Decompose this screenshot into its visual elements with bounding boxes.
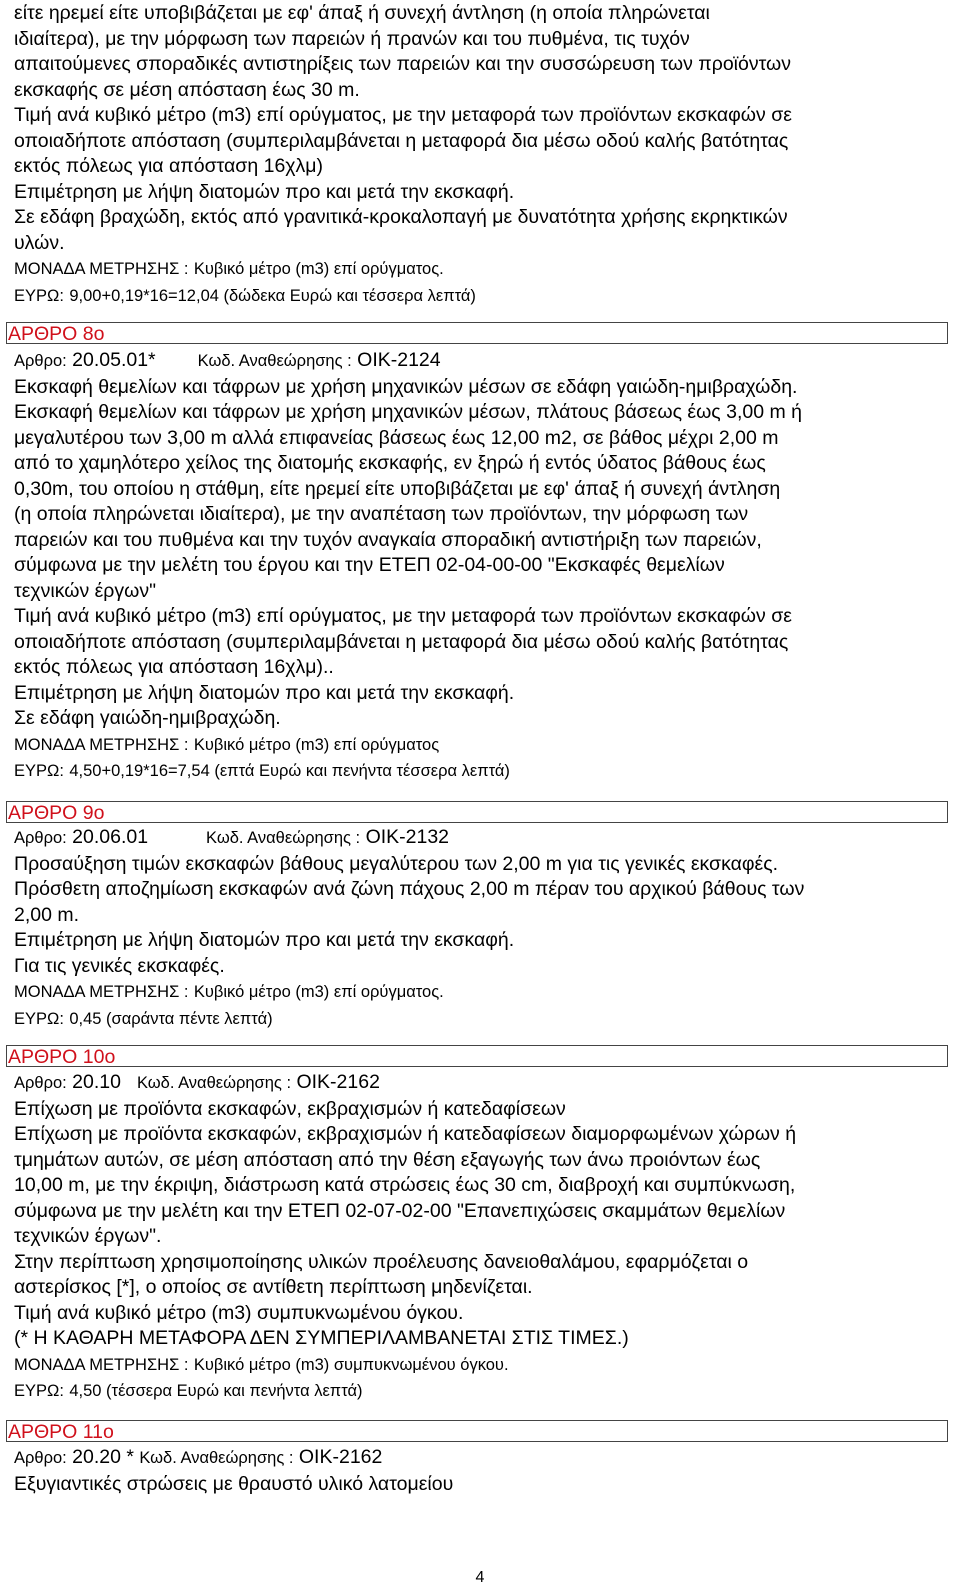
article-header-9: ΑΡΘΡΟ 9ο — [6, 801, 948, 823]
page-number: 4 — [475, 1569, 485, 1586]
text-line: Επιμέτρηση με λήψη διατομών προ και μετά την εκσκαφή. — [14, 929, 515, 951]
text-line: τμημάτων αυτών, σε μέση απόσταση από την θέση εξαγωγής των άνω προιόντων έως — [14, 1148, 761, 1171]
unit-line — [14, 1352, 944, 1379]
text-line: από το χαμηλότερο χείλος της διατομής εκσκαφής, εν ξηρώ ή εντός ύδατος βάθους έως — [14, 452, 766, 474]
intro-block — [14, 1, 944, 309]
article-header-10: ΑΡΘΡΟ 10ο — [6, 1045, 948, 1067]
article-code: 20.20 * — [72, 1446, 134, 1468]
text-line: Επιμέτρηση με λήψη διατομών προ και μετά την εκσκαφή. — [14, 180, 515, 203]
article-label: Αρθρο: — [14, 352, 67, 370]
text-line: Επιμέτρηση με λήψη διατομών προ και μετά την εκσκαφή. — [14, 681, 515, 704]
text-line: αστερίσκος [*], ο οποίος σε αντίθετη περίπτωση μηδενίζεται. — [14, 1276, 533, 1298]
unit-line — [14, 256, 944, 283]
text-line: σύμφωνα με την μελέτη και την ΕΤΕΠ 02-07-02-00 "Επανεπιχώσεις σκαμμάτων θεμελίων — [14, 1199, 786, 1222]
text-line: σύμφωνα με την μελέτη του έργου και την ΕΤΕΠ 02-04-00-00 "Εκσκαφές θεμελίων — [14, 554, 725, 576]
unit-value: Κυβικό μέτρο (m3) επί ορύγματος — [193, 735, 440, 754]
text-line: Εξυγιαντικές στρώσεις με θραυστό υλικό λατομείου — [14, 1472, 454, 1495]
text-line: τεχνικών έργων". — [14, 1225, 162, 1247]
article-label: Αρθρο: — [14, 1449, 67, 1467]
text-line: Επίχωση με προϊόντα εκσκαφών, εκβραχισμών ή κατεδαφίσεων — [14, 1097, 566, 1120]
article-meta — [14, 1445, 944, 1472]
text-line: απαιτούμενες σποραδικές αντιστηρίξεις των παρειών και την συσσώρευση των προϊόντων — [14, 53, 792, 75]
price-line — [14, 1378, 944, 1405]
unit-label: ΜΟΝΑΔΑ ΜΕΤΡΗΣΗΣ : — [14, 1355, 189, 1374]
text-line: Στην περίπτωση χρησιμοποίησης υλικών προέλευσης δανειοθαλάμου, εφαρμόζεται ο — [14, 1250, 749, 1273]
text-line: (η οποία πληρώνεται ιδιαίτερα), με την αναπέταση των προϊόντων, την μόρφωση των — [14, 503, 749, 525]
text-line: παρειών και του πυθμένα και την τυχόν αναγκαία σποραδική αντιστήριξη των παρειών, — [14, 528, 762, 551]
text-line: 2,00 m. — [14, 903, 80, 926]
article-10-block — [14, 1070, 944, 1405]
article-9-block — [14, 825, 944, 1032]
price-label: ΕΥΡΩ: — [14, 286, 64, 305]
revision-code-label: Κωδ. Αναθεώρησης : — [139, 1449, 294, 1467]
price-line — [14, 283, 944, 310]
article-label: Αρθρο: — [14, 1074, 67, 1092]
price-label: ΕΥΡΩ: — [14, 1009, 64, 1028]
text-line: εκσκαφής σε μέση απόσταση έως 30 m. — [14, 78, 360, 101]
revision-code: ΟΙΚ-2124 — [357, 349, 441, 371]
article-label: Αρθρο: — [14, 829, 67, 847]
price-value: 0,45 (σαράντα πέντε λεπτά) — [69, 1009, 273, 1028]
text-line: Εκσκαφή θεμελίων και τάφρων με χρήση μηχανικών μέσων σε εδάφη γαιώδη-ημιβραχώδη. — [14, 375, 798, 398]
unit-line — [14, 979, 944, 1006]
unit-label: ΜΟΝΑΔΑ ΜΕΤΡΗΣΗΣ : — [14, 260, 189, 278]
unit-label: ΜΟΝΑΔΑ ΜΕΤΡΗΣΗΣ : — [14, 983, 189, 1001]
price-value: 4,50 (τέσσερα Ευρώ και πενήντα λεπτά) — [69, 1382, 363, 1400]
text-line: Σε εδάφη γαιώδη-ημιβραχώδη. — [14, 707, 281, 729]
article-header-11: ΑΡΘΡΟ 11ο — [6, 1420, 948, 1442]
text-line: μεγαλυτέρου των 3,00 m αλλά επιφανείας βάσεως έως 12,00 m2, σε βάθος μέχρι 2,00 m — [14, 426, 779, 449]
price-label: ΕΥΡΩ: — [14, 1382, 64, 1400]
article-meta — [14, 825, 944, 852]
revision-code: ΟΙΚ-2132 — [365, 826, 450, 848]
text-line: τεχνικών έργων" — [14, 579, 157, 602]
text-line: οποιαδήποτε απόσταση (συμπεριλαμβάνεται η μεταφορά δια μέσω οδού καλής βατότητας — [14, 630, 789, 653]
price-label: ΕΥΡΩ: — [14, 762, 64, 780]
price-line — [14, 1006, 944, 1033]
revision-code-label: Κωδ. Αναθεώρησης : — [136, 1074, 292, 1092]
text-line: Τιμή ανά κυβικό μέτρο (m3) επί ορύγματος, με την μεταφορά των προϊόντων εκσκαφών σε — [14, 104, 792, 126]
text-line: 0,30m, του οποίου η στάθμη, είτε ηρεμεί είτε υποβιβάζεται με εφ' άπαξ ή συνεχή άντληση — [14, 477, 781, 500]
article-code: 20.05.01* — [72, 349, 156, 371]
unit-value: Κυβικό μέτρο (m3) συμπυκνωμένου όγκου. — [193, 1355, 509, 1374]
price-value: 4,50+0,19*16=7,54 (επτά Ευρώ και πενήντα τέσσερα λεπτά) — [69, 762, 510, 780]
article-code: 20.06.01 — [72, 826, 149, 848]
text-line: είτε ηρεμεί είτε υποβιβάζεται με εφ' άπαξ ή συνεχή άντληση (η οποία πληρώνεται — [14, 2, 710, 24]
article-11-block — [14, 1445, 944, 1497]
unit-label: ΜΟΝΑΔΑ ΜΕΤΡΗΣΗΣ : — [14, 735, 189, 754]
article-8-block — [14, 348, 944, 785]
unit-line — [14, 732, 944, 759]
text-line: εκτός πόλεως για απόσταση 16χλμ) — [14, 155, 324, 177]
text-line: Για τις γενικές εκσκαφές. — [14, 954, 225, 977]
text-line: υλών. — [14, 231, 65, 254]
text-line: Επίχωση με προϊόντα εκσκαφών, εκβραχισμών ή κατεδαφίσεων διαμορφωμένων χώρων ή — [14, 1123, 797, 1145]
price-value: 9,00+0,19*16=12,04 (δώδεκα Ευρώ και τέσσερα λεπτά) — [69, 286, 476, 305]
text-line: Προσαύξηση τιμών εκσκαφών βάθους μεγαλύτερου των 2,00 m για τις γενικές εκσκαφές. — [14, 852, 779, 875]
text-line: Τιμή ανά κυβικό μέτρο (m3) επί ορύγματος, με την μεταφορά των προϊόντων εκσκαφών σε — [14, 605, 792, 627]
text-line: Πρόσθετη αποζημίωση εκσκαφών ανά ζώνη πάχους 2,00 m πέραν του αρχικού βάθους των — [14, 878, 805, 900]
article-meta — [14, 348, 944, 375]
text-line: Εκσκαφή θεμελίων και τάφρων με χρήση μηχανικών μέσων, πλάτους βάσεως έως 3,00 m ή — [14, 401, 802, 423]
revision-code-label: Κωδ. Αναθεώρησης : — [197, 352, 352, 370]
article-header-8: ΑΡΘΡΟ 8ο — [6, 322, 948, 344]
article-code: 20.10 — [72, 1071, 121, 1093]
unit-value: Κυβικό μέτρο (m3) επί ορύγματος. — [193, 983, 444, 1001]
revision-code-label: Κωδ. Αναθεώρησης : — [206, 829, 361, 847]
text-line: 10,00 m, με την έκριψη, διάστρωση κατά στρώσεις έως 30 cm, διαβροχή και συμπύκνωση, — [14, 1174, 796, 1196]
unit-value: Κυβικό μέτρο (m3) επί ορύγματος. — [193, 260, 444, 278]
text-line: Τιμή ανά κυβικό μέτρο (m3) συμπυκνωμένου όγκου. — [14, 1301, 464, 1324]
revision-code: ΟΙΚ-2162 — [298, 1446, 383, 1468]
article-meta — [14, 1070, 944, 1097]
text-line: οποιαδήποτε απόσταση (συμπεριλαμβάνεται η μεταφορά δια μέσω οδού καλής βατότητας — [14, 129, 789, 152]
text-line: (* Η ΚΑΘΑΡΗ ΜΕΤΑΦΟΡΑ ΔΕΝ ΣΥΜΠΕΡΙΛΑΜΒΑΝΕΤΑΙ ΣΤΙΣ ΤΙΜΕΣ.) — [14, 1327, 629, 1349]
revision-code: ΟΙΚ-2162 — [296, 1071, 380, 1093]
price-line — [14, 758, 944, 785]
text-line: εκτός πόλεως για απόσταση 16χλμ).. — [14, 656, 334, 678]
text-line: ιδιαίτερα), με την μόρφωση των παρειών ή πρανών και του πυθμένα, τις τυχόν — [14, 27, 690, 50]
text-line: Σε εδάφη βραχώδη, εκτός από γρανιτικά-κροκαλοπαγή με δυνατότητα χρήσης εκρηκτικών — [14, 206, 788, 228]
